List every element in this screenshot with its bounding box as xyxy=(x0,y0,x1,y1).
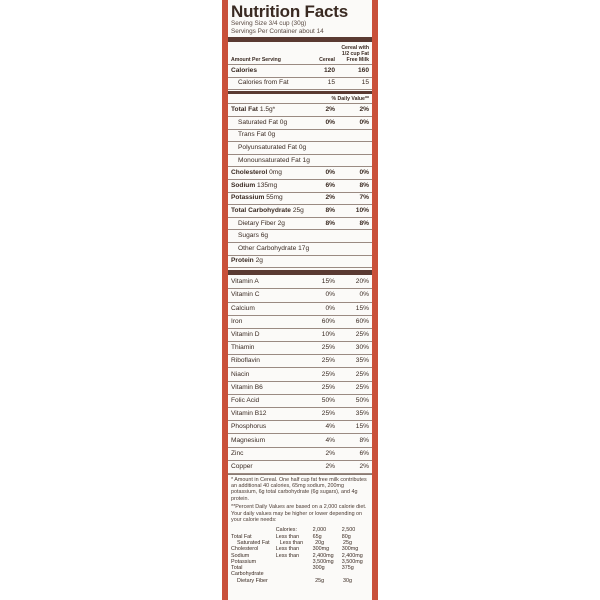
vitamin-cereal: 15% xyxy=(321,278,335,286)
calories-row xyxy=(228,65,372,78)
daily-table-cell: 65g xyxy=(312,533,322,540)
nutrient-amount: 17g xyxy=(298,244,310,252)
nutrient-label: Saturated Fat xyxy=(238,118,278,126)
nutrient-name xyxy=(231,106,307,114)
thick-rule xyxy=(228,37,372,42)
daily-table-cell: 25g xyxy=(315,577,325,584)
nutrient-row xyxy=(228,142,372,155)
vitamin-name: Magnesium xyxy=(231,436,266,444)
vitamin-milk: 50% xyxy=(355,396,369,404)
daily-table-cell: Less than xyxy=(275,533,300,540)
calories-from-fat-label: Calories from Fat xyxy=(238,79,289,87)
daily-table-cell: Total Fat xyxy=(231,533,252,540)
vitamin-cereal: 25% xyxy=(321,344,335,352)
vitamin-row xyxy=(228,355,372,368)
nutrient-row xyxy=(228,104,372,117)
background-left xyxy=(0,0,222,600)
nutrient-milk-dv: 10% xyxy=(355,207,369,215)
daily-table-cell: 2,400mg xyxy=(341,552,363,559)
nutrient-name xyxy=(231,144,307,152)
nutrition-facts-title: Nutrition Facts xyxy=(231,2,348,21)
vitamin-name: Niacin xyxy=(231,370,250,378)
nutrient-cereal-dv: 2% xyxy=(325,106,335,114)
nutrient-amount: 2g xyxy=(277,219,285,227)
vitamin-row xyxy=(228,342,372,355)
nutrient-name xyxy=(231,232,307,240)
daily-table-header-cell: Calories: xyxy=(275,527,297,534)
nutrient-amount: 55mg xyxy=(266,194,283,202)
daily-value-header: % Daily Value** xyxy=(228,95,372,104)
nutrient-cereal-dv: 2% xyxy=(325,194,335,202)
vitamin-row xyxy=(228,434,372,447)
daily-table-cell: Saturated Fat xyxy=(237,539,270,546)
vitamin-name: Zinc xyxy=(231,449,244,457)
nutrient-name xyxy=(231,182,307,190)
nutrient-row xyxy=(228,180,372,193)
daily-table-cell: 375g xyxy=(341,565,354,572)
nutrient-label: Trans Fat xyxy=(238,131,266,139)
nutrient-label: Monounsaturated Fat xyxy=(238,156,301,164)
nutrient-milk-dv: 7% xyxy=(359,194,369,202)
vitamin-milk: 25% xyxy=(355,370,369,378)
daily-table-cell: 3,500mg xyxy=(341,558,363,565)
nutrient-row xyxy=(228,167,372,180)
nutrient-row xyxy=(228,205,372,218)
nutrient-amount: 0g xyxy=(267,131,276,139)
vitamin-name: Phosphorus xyxy=(231,423,267,431)
vitamin-milk: 15% xyxy=(355,304,369,312)
daily-table-cell: Less than xyxy=(279,539,304,546)
vitamin-cereal: 4% xyxy=(325,423,335,431)
footnotes xyxy=(228,475,372,528)
vitamin-name: Vitamin B12 xyxy=(231,410,267,418)
vitamin-row xyxy=(228,276,372,289)
vitamin-row xyxy=(228,382,372,395)
nutrient-row xyxy=(228,256,372,269)
nutrient-label: Total Fat xyxy=(231,106,258,114)
vitamin-name: Vitamin B6 xyxy=(231,383,263,391)
calories-milk: 160 xyxy=(357,66,369,74)
daily-table-cell: Sodium xyxy=(231,552,250,559)
nutrition-label-border xyxy=(222,0,378,600)
calories-label: Calories xyxy=(231,66,258,74)
daily-table-cell xyxy=(280,578,315,584)
nutrient-milk-dv: 8% xyxy=(359,181,369,189)
vitamin-row xyxy=(228,303,372,316)
nutrient-name xyxy=(231,157,310,165)
daily-table-header-cell: 2,500 xyxy=(341,527,356,534)
daily-table-cell: Dietary Fiber xyxy=(237,577,268,584)
nutrient-label: Potassium xyxy=(231,194,265,202)
nutrient-amount: 0g xyxy=(279,118,288,126)
daily-table-cell: 300g xyxy=(312,565,325,572)
vitamin-row xyxy=(228,421,372,434)
vitamin-milk: 2% xyxy=(359,462,369,470)
calories-from-fat-row xyxy=(228,78,372,91)
nutrient-label: Protein xyxy=(231,257,254,265)
vitamin-name: Thiamin xyxy=(231,344,255,352)
nutrient-milk-dv: 2% xyxy=(359,106,369,114)
vitamin-milk: 25% xyxy=(355,383,369,391)
daily-values-table xyxy=(228,527,372,584)
vitamin-milk: 0% xyxy=(359,291,369,299)
daily-table-cell: Cholesterol xyxy=(231,546,259,553)
vitamin-name: Vitamin A xyxy=(231,278,259,286)
daily-table-header-cell: 2,000 xyxy=(312,527,327,534)
nutrition-facts-panel xyxy=(228,0,372,600)
vitamin-cereal: 2% xyxy=(325,462,335,470)
nutrient-cereal-dv: 8% xyxy=(325,207,335,215)
vitamin-milk: 30% xyxy=(355,344,369,352)
column-header xyxy=(228,43,372,65)
vitamin-row xyxy=(228,316,372,329)
calories-from-fat-cereal: 15 xyxy=(327,79,335,87)
nutrient-label: Sugars xyxy=(238,232,259,240)
vitamin-milk: 25% xyxy=(355,331,369,339)
vitamin-milk: 6% xyxy=(359,449,369,457)
daily-table-cell: Total Carbohydrate xyxy=(231,565,264,578)
vitamin-name: Riboflavin xyxy=(231,357,260,365)
daily-table-cell: 2,400mg xyxy=(312,552,334,559)
vitamin-milk: 35% xyxy=(355,410,369,418)
vitamin-name: Calcium xyxy=(231,304,255,312)
daily-table-cell: Less than xyxy=(275,552,300,559)
daily-table-cell: Potassium xyxy=(231,558,257,565)
vitamin-cereal: 4% xyxy=(325,436,335,444)
nutrient-name xyxy=(231,257,307,265)
vitamin-row xyxy=(228,461,372,474)
daily-table-cell: 300mg xyxy=(312,546,330,553)
vitamin-cereal: 0% xyxy=(325,291,335,299)
nutrient-amount: 2g xyxy=(255,257,263,265)
nutrient-amount: 25g xyxy=(292,207,304,215)
footnote-daily-values: **Percent Daily Values are based on a 2,000 calorie diet. Your daily values may be higher or lower depending on your calorie needs: xyxy=(231,504,367,523)
nutrient-cereal-dv: 8% xyxy=(325,219,335,227)
nutrient-row xyxy=(228,193,372,206)
vitamin-cereal: 2% xyxy=(325,449,335,457)
daily-table-cell xyxy=(276,565,313,578)
nutrient-cereal-dv: 0% xyxy=(325,169,335,177)
nutrient-row xyxy=(228,117,372,130)
nutrient-milk-dv: 0% xyxy=(359,169,369,177)
vitamin-cereal: 60% xyxy=(321,317,335,325)
nutrient-name xyxy=(231,194,307,202)
servings-per-container: Servings Per Container about 14 xyxy=(231,27,324,35)
vitamin-row xyxy=(228,448,372,461)
nutrient-cereal-dv: 6% xyxy=(325,181,335,189)
nutrients-list xyxy=(228,104,372,268)
with-milk-column-label: Cereal with 1/2 cup Fat Free Milk xyxy=(341,45,369,63)
calories-from-fat-milk: 15 xyxy=(361,79,369,87)
daily-table-cell: 30g xyxy=(342,577,352,584)
nutrient-row xyxy=(228,230,372,243)
vitamin-milk: 15% xyxy=(355,423,369,431)
vitamin-name: Vitamin C xyxy=(231,291,260,299)
nutrient-label: Other Carbohydrate xyxy=(238,244,297,252)
vitamin-name: Vitamin D xyxy=(231,331,260,339)
nutrient-name xyxy=(231,220,307,228)
nutrient-amount: 0g xyxy=(298,144,307,152)
nutrient-label: Sodium xyxy=(231,181,256,189)
nutrient-row xyxy=(228,130,372,143)
nutrient-amount: 1g xyxy=(302,156,310,164)
background-right xyxy=(378,0,600,600)
nutrient-name xyxy=(231,245,309,253)
nutrient-name xyxy=(231,169,307,177)
nutrient-amount: 0mg xyxy=(269,169,282,177)
vitamin-cereal: 25% xyxy=(321,383,335,391)
nutrient-amount: 1.5g* xyxy=(259,106,276,114)
thick-rule-vitamins xyxy=(228,270,372,275)
calories-cereal: 120 xyxy=(323,66,335,74)
daily-table-row xyxy=(231,565,369,578)
nutrient-row xyxy=(228,218,372,231)
vitamins-list xyxy=(228,276,372,474)
daily-table-cell: Less than xyxy=(275,546,300,553)
nutrient-label: Cholesterol xyxy=(231,169,268,177)
footnote-amount: * Amount in Cereal. One half cup fat free milk contributes an additional 40 calories, 65mg sodium, 200mg potassium, 6g total carbohydrate (6g sugars), and 4g protein. xyxy=(231,476,367,502)
vitamin-cereal: 25% xyxy=(321,357,335,365)
nutrient-name xyxy=(231,207,307,215)
nutrient-row xyxy=(228,155,372,168)
vitamin-row xyxy=(228,408,372,421)
vitamin-row xyxy=(228,289,372,302)
daily-table-cell: 80g xyxy=(341,533,351,540)
amount-per-serving-label: Amount Per Serving xyxy=(231,57,281,63)
nutrient-label: Total Carbohydrate xyxy=(231,207,291,215)
vitamin-milk: 20% xyxy=(355,278,369,286)
vitamin-cereal: 25% xyxy=(321,410,335,418)
vitamin-cereal: 50% xyxy=(321,396,335,404)
vitamin-milk: 35% xyxy=(355,357,369,365)
daily-table-cell: 20g xyxy=(315,539,325,546)
nutrient-milk-dv: 8% xyxy=(359,219,369,227)
vitamin-milk: 8% xyxy=(359,436,369,444)
nutrient-amount: 6g xyxy=(260,232,269,240)
vitamin-cereal: 25% xyxy=(321,370,335,378)
daily-table-cell: 300mg xyxy=(341,546,359,553)
vitamin-row xyxy=(228,395,372,408)
nutrient-amount: 135mg xyxy=(257,181,278,189)
vitamin-row xyxy=(228,368,372,381)
daily-table-cell: 25g xyxy=(342,539,352,546)
nutrient-name xyxy=(231,131,307,139)
vitamin-name: Iron xyxy=(231,317,243,325)
vitamin-cereal: 0% xyxy=(325,304,335,312)
nutrient-label: Dietary Fiber xyxy=(238,219,276,227)
daily-table-row xyxy=(231,578,369,584)
medium-rule xyxy=(228,91,372,94)
nutrient-milk-dv: 0% xyxy=(359,118,369,126)
vitamin-name: Copper xyxy=(231,462,253,470)
daily-table-cell: 3,500mg xyxy=(312,558,334,565)
vitamin-milk: 60% xyxy=(355,317,369,325)
nutrient-label: Polyunsaturated Fat xyxy=(238,144,298,152)
nutrient-row xyxy=(228,243,372,256)
nutrient-name xyxy=(231,119,307,127)
cereal-column-label: Cereal xyxy=(319,57,335,63)
nutrient-cereal-dv: 0% xyxy=(325,118,335,126)
serving-size: Serving Size 3/4 cup (30g) xyxy=(231,20,307,27)
vitamin-cereal: 10% xyxy=(321,331,335,339)
vitamin-row xyxy=(228,329,372,342)
vitamin-name: Folic Acid xyxy=(231,396,260,404)
